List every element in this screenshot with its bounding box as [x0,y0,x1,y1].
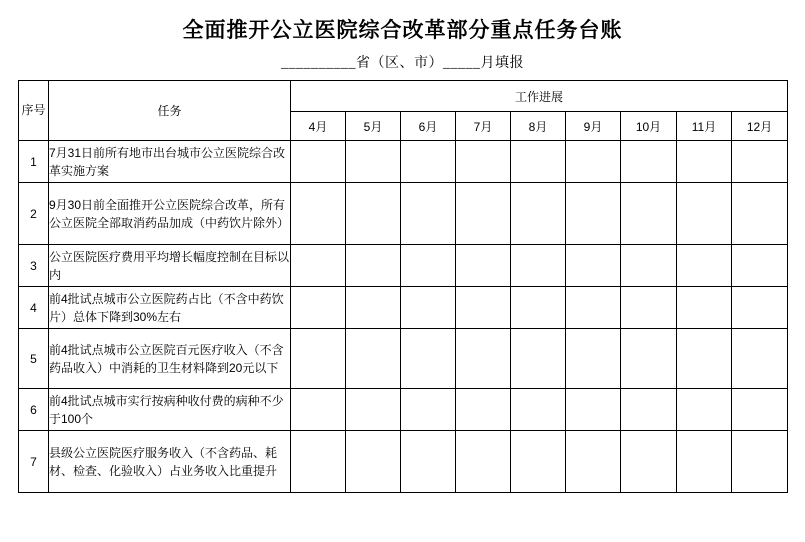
row-value-9[interactable] [566,183,621,245]
column-header-task: 任务 [49,81,291,141]
row-task: 7月31日前所有地市出台城市公立医院综合改革实施方案 [49,141,291,183]
table-row [19,183,788,245]
row-value-6[interactable] [401,431,456,493]
row-value-5[interactable] [346,245,401,287]
table-row [19,245,788,287]
row-value-10[interactable] [621,183,677,245]
row-value-8[interactable] [511,431,566,493]
row-value-12[interactable] [732,141,788,183]
row-value-9[interactable] [566,245,621,287]
column-header-month-9: 9月 [566,112,621,141]
row-value-12[interactable] [732,287,788,329]
column-header-month-5: 5月 [346,112,401,141]
row-value-7[interactable] [456,431,511,493]
row-value-9[interactable] [566,287,621,329]
row-value-6[interactable] [401,183,456,245]
row-seq: 1 [19,141,49,183]
row-value-4[interactable] [291,183,346,245]
row-value-10[interactable] [621,389,677,431]
ledger-table [18,80,788,493]
row-value-7[interactable] [456,329,511,389]
column-header-month-11: 11月 [677,112,732,141]
row-value-9[interactable] [566,329,621,389]
row-value-10[interactable] [621,245,677,287]
row-value-9[interactable] [566,389,621,431]
column-header-month-6: 6月 [401,112,456,141]
row-value-5[interactable] [346,141,401,183]
row-value-5[interactable] [346,287,401,329]
row-value-9[interactable] [566,141,621,183]
row-value-12[interactable] [732,183,788,245]
document-page [0,14,805,542]
row-value-8[interactable] [511,287,566,329]
row-value-11[interactable] [677,287,732,329]
row-seq: 4 [19,287,49,329]
table-row [19,329,788,389]
row-value-8[interactable] [511,329,566,389]
row-value-12[interactable] [732,389,788,431]
row-value-8[interactable] [511,141,566,183]
row-value-12[interactable] [732,431,788,493]
row-value-10[interactable] [621,329,677,389]
row-value-12[interactable] [732,245,788,287]
row-value-12[interactable] [732,329,788,389]
row-value-6[interactable] [401,245,456,287]
row-seq: 7 [19,431,49,493]
row-seq: 6 [19,389,49,431]
column-header-month-4: 4月 [291,112,346,141]
row-task: 9月30日前全面推开公立医院综合改革，所有公立医院全部取消药品加成（中药饮片除外） [49,183,291,245]
row-value-4[interactable] [291,287,346,329]
row-value-11[interactable] [677,329,732,389]
page-title: 全面推开公立医院综合改革部分重点任务台账 [182,18,623,42]
row-value-5[interactable] [346,431,401,493]
table-row [19,431,788,493]
row-task: 前4批试点城市公立医院百元医疗收入（不含药品收入）中消耗的卫生材料降到20元以下 [49,329,291,389]
row-value-11[interactable] [677,141,732,183]
row-value-7[interactable] [456,389,511,431]
row-value-11[interactable] [677,183,732,245]
row-seq: 3 [19,245,49,287]
row-value-6[interactable] [401,287,456,329]
row-value-10[interactable] [621,141,677,183]
row-value-7[interactable] [456,287,511,329]
row-value-6[interactable] [401,141,456,183]
row-seq: 2 [19,183,49,245]
row-value-11[interactable] [677,245,732,287]
row-value-6[interactable] [401,329,456,389]
column-header-seq: 序号 [19,81,49,141]
row-value-10[interactable] [621,431,677,493]
report-period-line: __________省（区、市）_____月填报 [281,56,524,71]
row-value-4[interactable] [291,389,346,431]
row-value-4[interactable] [291,329,346,389]
table-row [19,389,788,431]
column-header-month-12: 12月 [732,112,788,141]
row-task: 县级公立医院医疗服务收入（不含药品、耗材、检查、化验收入）占业务收入比重提升 [49,431,291,493]
table-row [19,141,788,183]
row-value-7[interactable] [456,183,511,245]
row-value-8[interactable] [511,183,566,245]
row-value-9[interactable] [566,431,621,493]
row-value-4[interactable] [291,431,346,493]
row-value-4[interactable] [291,141,346,183]
column-header-month-8: 8月 [511,112,566,141]
row-value-8[interactable] [511,389,566,431]
table-header-row-top [19,81,788,112]
row-task: 公立医院医疗费用平均增长幅度控制在目标以内 [49,245,291,287]
row-value-7[interactable] [456,245,511,287]
column-header-month-7: 7月 [456,112,511,141]
row-value-11[interactable] [677,431,732,493]
row-seq: 5 [19,329,49,389]
row-task: 前4批试点城市公立医院药占比（不含中药饮片）总体下降到30%左右 [49,287,291,329]
table-row [19,287,788,329]
column-header-progress: 工作进展 [291,81,788,112]
row-value-8[interactable] [511,245,566,287]
row-value-7[interactable] [456,141,511,183]
row-value-11[interactable] [677,389,732,431]
column-header-month-10: 10月 [621,112,677,141]
row-value-10[interactable] [621,287,677,329]
row-value-5[interactable] [346,183,401,245]
row-value-4[interactable] [291,245,346,287]
row-value-5[interactable] [346,389,401,431]
row-task: 前4批试点城市实行按病种收付费的病种不少于100个 [49,389,291,431]
row-value-5[interactable] [346,329,401,389]
row-value-6[interactable] [401,389,456,431]
